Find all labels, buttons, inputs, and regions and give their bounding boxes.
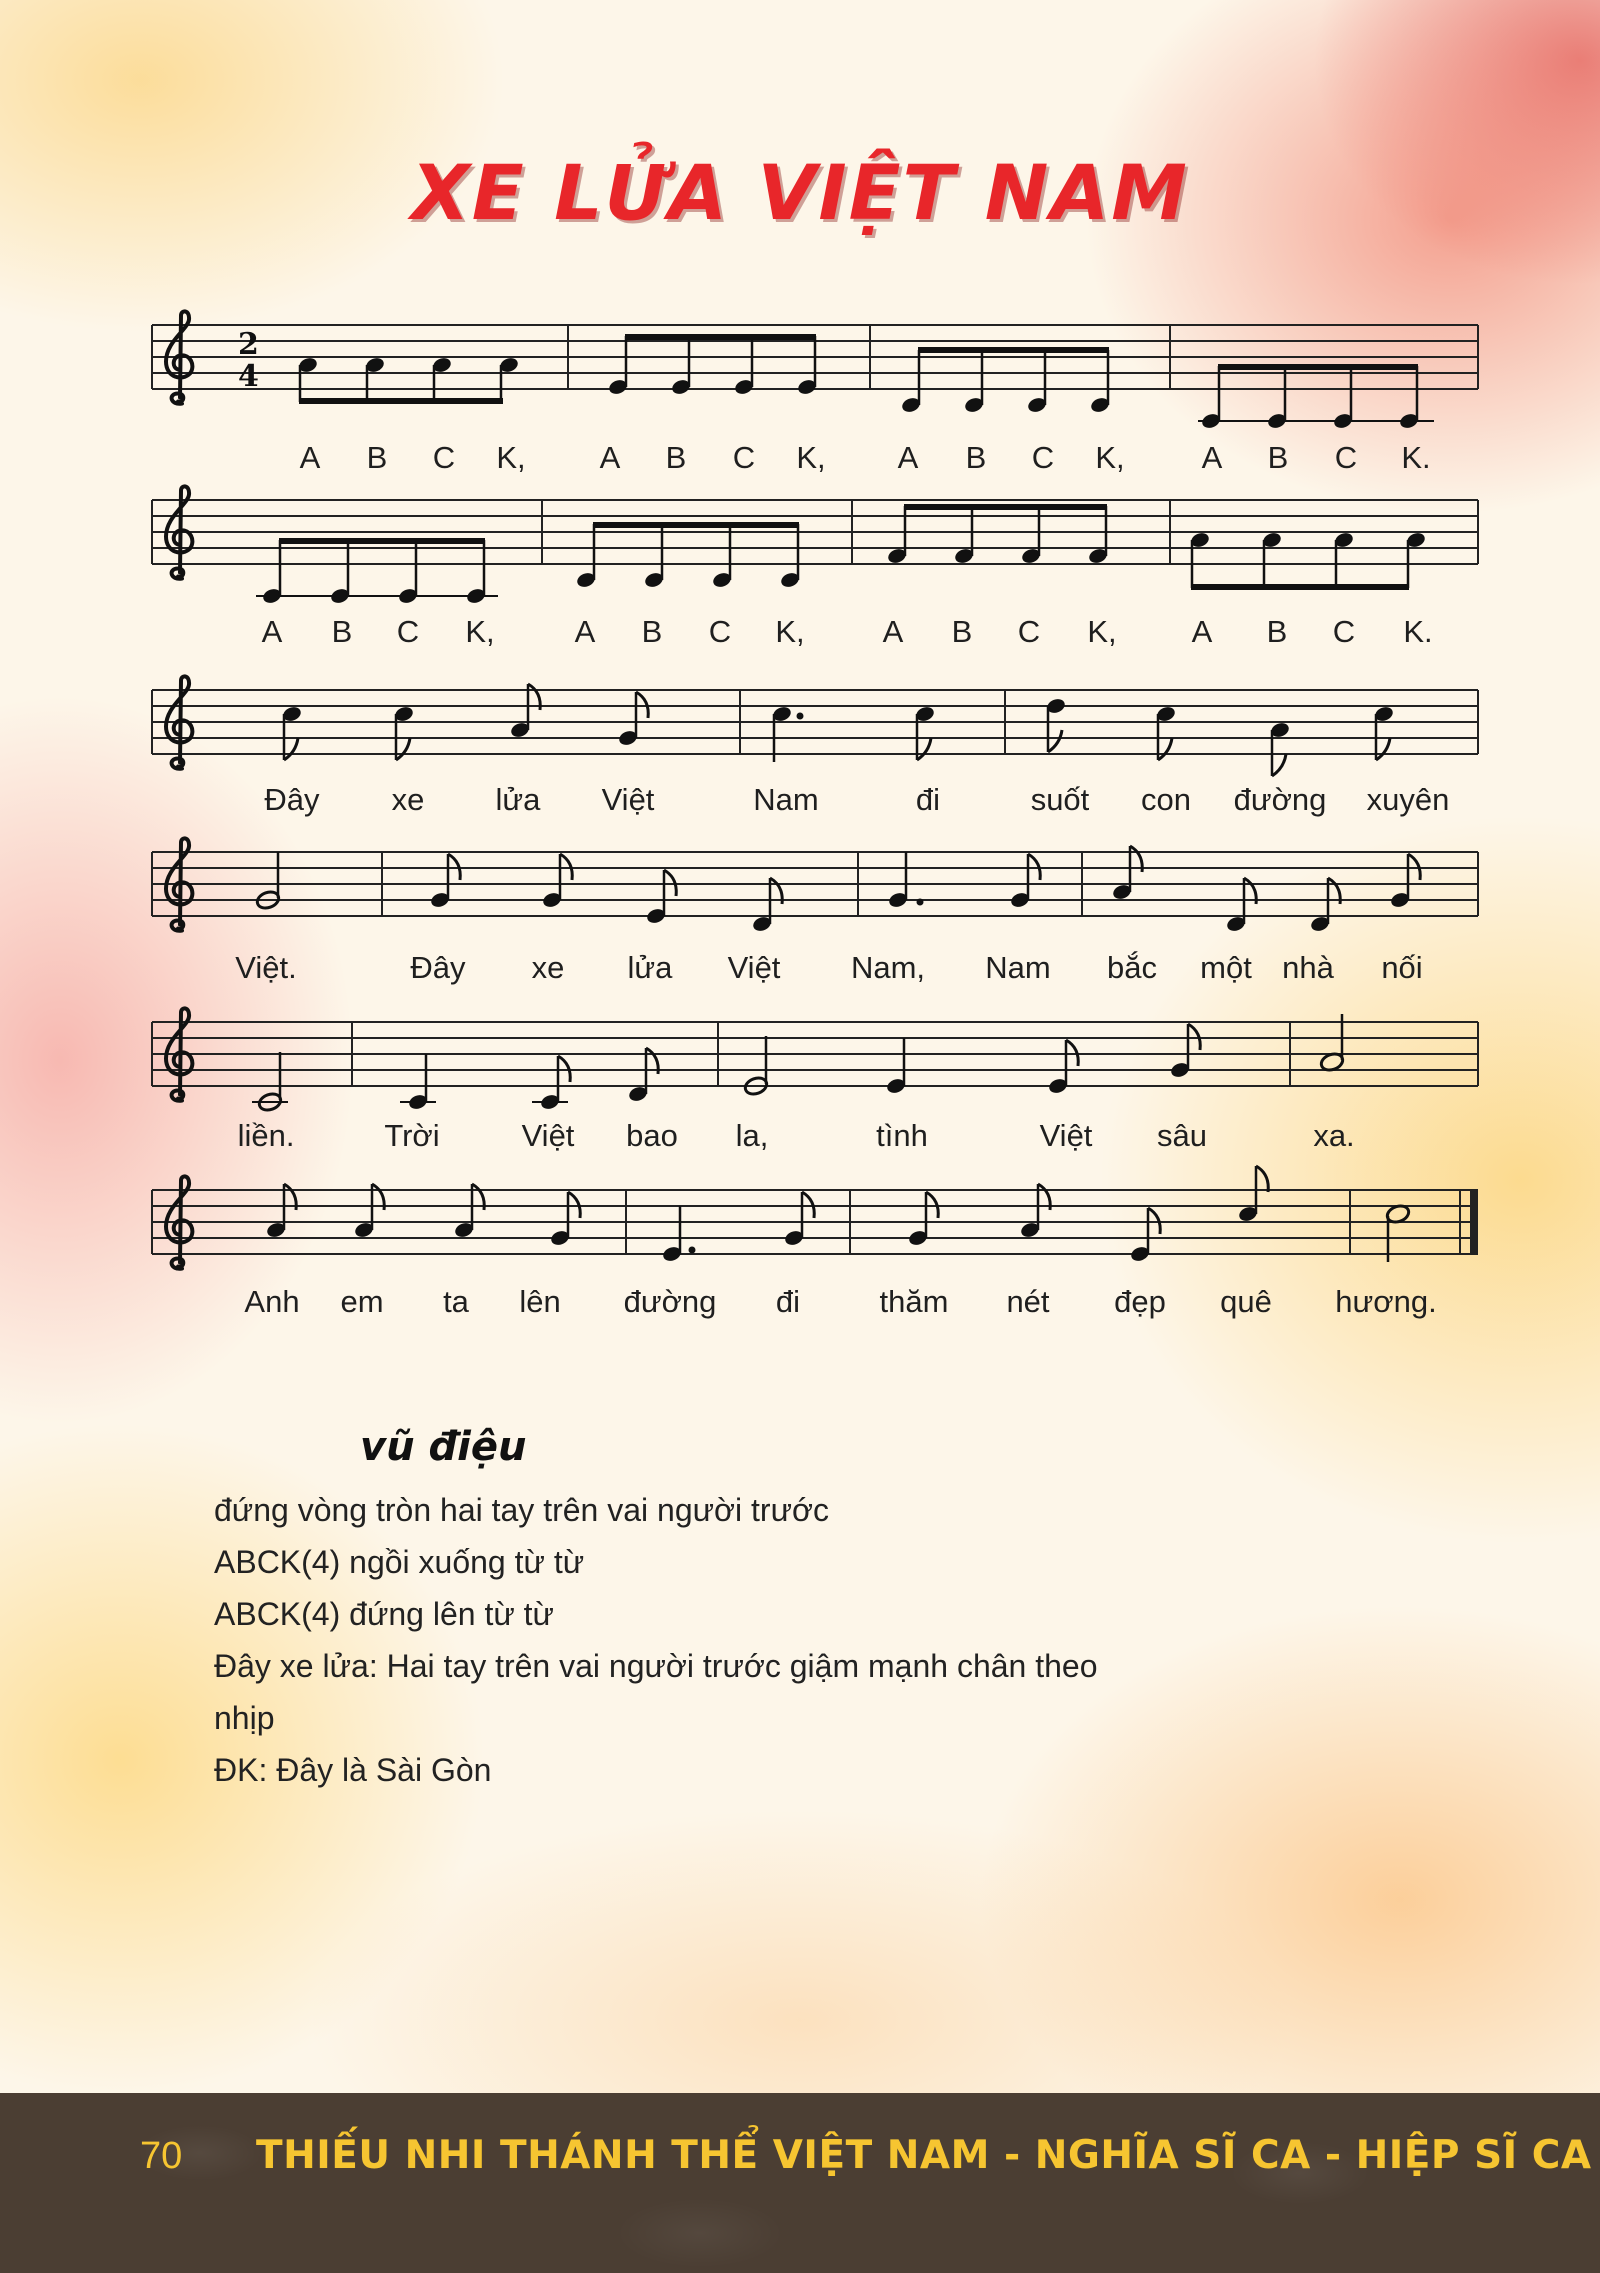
note <box>393 705 414 760</box>
note <box>265 1184 296 1239</box>
dance-heading: vũ điệu <box>360 1424 527 1470</box>
staff-system-6 <box>152 1166 1478 1319</box>
page-footer <box>0 2093 1600 2273</box>
lyric: A <box>261 614 283 649</box>
lyric: B <box>641 614 663 649</box>
lyrics-line-5 <box>238 1118 1355 1153</box>
lyric: K, <box>1095 440 1125 475</box>
lyric: A <box>897 440 919 475</box>
note <box>1155 705 1176 760</box>
lyric: liền. <box>237 1118 295 1153</box>
time-signature-top: 2 <box>238 327 259 362</box>
lyric: xa. <box>1313 1118 1355 1153</box>
lyrics-line-2 <box>262 614 1433 649</box>
notes <box>256 504 1427 605</box>
note <box>627 1048 658 1103</box>
lyric: C <box>732 440 756 475</box>
lyric: B <box>366 440 388 475</box>
note <box>887 852 923 909</box>
beam-group <box>1189 531 1426 590</box>
lyric: ta <box>443 1284 469 1319</box>
lyric: K. <box>1401 440 1431 475</box>
note <box>914 705 935 760</box>
lyric: Nam, <box>850 950 926 985</box>
lyric: K, <box>796 440 826 475</box>
lyric: đường <box>1233 782 1327 817</box>
lyric: Đây <box>264 782 320 817</box>
lyric: B <box>951 614 973 649</box>
lyric: K, <box>496 440 526 475</box>
beam-group <box>297 356 519 404</box>
lyric: A <box>1201 440 1223 475</box>
notes <box>297 334 1434 430</box>
dance-line: nhịp <box>214 1700 275 1736</box>
lyrics-line-3 <box>264 782 1449 817</box>
lyric: K, <box>1087 614 1117 649</box>
lyric: Nam <box>985 950 1051 985</box>
lyric: lửa <box>627 950 673 985</box>
lyric: K, <box>465 614 495 649</box>
lyric: Việt <box>1039 1118 1093 1153</box>
note <box>1309 878 1340 933</box>
lyric: B <box>965 440 987 475</box>
lyric: hương. <box>1335 1284 1437 1319</box>
book-title: THIẾU NHI THÁNH THỂ VIỆT NAM - NGHĨA SĨ CA - HIỆP SĨ CA <box>256 2133 1592 2178</box>
lyric: nét <box>1006 1284 1050 1319</box>
lyric: C <box>1031 440 1055 475</box>
lyric: la, <box>735 1118 769 1153</box>
staff-system-3 <box>152 676 1478 817</box>
lyric: C <box>1017 614 1041 649</box>
dance-line: đứng vòng tròn hai tay trên vai người trước <box>214 1492 829 1528</box>
staff-system-1 <box>152 311 1478 475</box>
note <box>400 1054 436 1111</box>
lyric: một <box>1200 950 1252 985</box>
note <box>532 1056 570 1111</box>
note <box>1269 721 1290 776</box>
dance-line: Đây xe lửa: Hai tay trên vai người trước giậm mạnh chân theo <box>214 1648 1098 1684</box>
note <box>1045 697 1066 752</box>
lyric: lửa <box>495 782 541 817</box>
lyric: C <box>1332 614 1356 649</box>
note <box>281 705 302 760</box>
lyric: quê <box>1220 1284 1272 1319</box>
lyrics-line-6 <box>244 1284 1436 1319</box>
beam-group <box>886 504 1108 565</box>
note <box>453 1184 484 1239</box>
note <box>1237 1166 1268 1223</box>
dance-line: ĐK: Đây là Sài Gòn <box>214 1752 492 1788</box>
notes <box>252 1014 1345 1113</box>
lyric: A <box>882 614 904 649</box>
note <box>1373 705 1394 760</box>
lyric: xuyên <box>1366 782 1450 817</box>
lyric: C <box>1334 440 1358 475</box>
lyrics-line-4 <box>235 950 1422 985</box>
page-number: 70 <box>140 2135 183 2177</box>
lyric: đẹp <box>1114 1284 1166 1319</box>
lyric: xe <box>391 782 425 817</box>
lyric: Trời <box>384 1118 440 1153</box>
lyric: A <box>299 440 321 475</box>
dance-line: ABCK(4) ngồi xuống từ từ <box>214 1544 585 1580</box>
beam-group <box>607 334 817 396</box>
lyric: Đây <box>410 950 466 985</box>
lyric: B <box>331 614 353 649</box>
lyric: A <box>1191 614 1213 649</box>
lyric: Việt <box>727 950 781 985</box>
lyric: B <box>665 440 687 475</box>
lyric: Anh <box>244 1284 300 1319</box>
lyric: nhà <box>1282 950 1334 985</box>
lyric: C <box>432 440 456 475</box>
dance-instructions <box>214 1484 1214 1796</box>
lyric: xe <box>531 950 565 985</box>
note <box>252 1052 288 1113</box>
note <box>1225 878 1256 933</box>
note <box>1019 1184 1050 1239</box>
notes <box>281 684 1394 776</box>
note <box>751 878 782 933</box>
notes <box>255 846 1420 933</box>
lyric: C <box>708 614 732 649</box>
lyric: A <box>574 614 596 649</box>
note <box>509 684 540 739</box>
lyrics-line-1 <box>300 440 1431 475</box>
staff-system-2 <box>152 486 1478 649</box>
lyric: C <box>396 614 420 649</box>
lyric: Nam <box>753 782 819 817</box>
note <box>1111 846 1142 901</box>
note <box>743 1036 769 1097</box>
lyric: đường <box>623 1284 717 1319</box>
lyric: bắc <box>1107 950 1157 985</box>
staff-system-5 <box>152 1008 1478 1153</box>
song-title: XE LỬA VIỆT NAM <box>411 148 1189 237</box>
lyric: nối <box>1381 950 1423 985</box>
lyric: đi <box>915 782 941 817</box>
lyric: Việt <box>521 1118 575 1153</box>
lyric: thăm <box>879 1284 949 1319</box>
lyric: em <box>340 1284 384 1319</box>
lyric: tình <box>876 1118 928 1153</box>
lyric: lên <box>519 1284 561 1319</box>
lyric: đi <box>775 1284 801 1319</box>
lyric: B <box>1267 440 1289 475</box>
notes <box>265 1166 1411 1263</box>
lyric: B <box>1266 614 1288 649</box>
lyric: suốt <box>1030 782 1090 817</box>
lyric: K, <box>775 614 805 649</box>
dance-line: ABCK(4) đứng lên từ từ <box>214 1596 554 1632</box>
lyric: sâu <box>1157 1118 1207 1153</box>
lyric: A <box>599 440 621 475</box>
time-signature-bottom: 4 <box>238 359 259 394</box>
lyric: Việt. <box>235 950 297 985</box>
lyric: bao <box>626 1118 678 1153</box>
staff-system-4 <box>152 838 1478 985</box>
lyric: Việt <box>601 782 655 817</box>
note <box>353 1184 384 1239</box>
note <box>885 1038 906 1095</box>
lyric: K. <box>1403 614 1433 649</box>
lyric: con <box>1141 782 1191 817</box>
note <box>255 852 281 911</box>
